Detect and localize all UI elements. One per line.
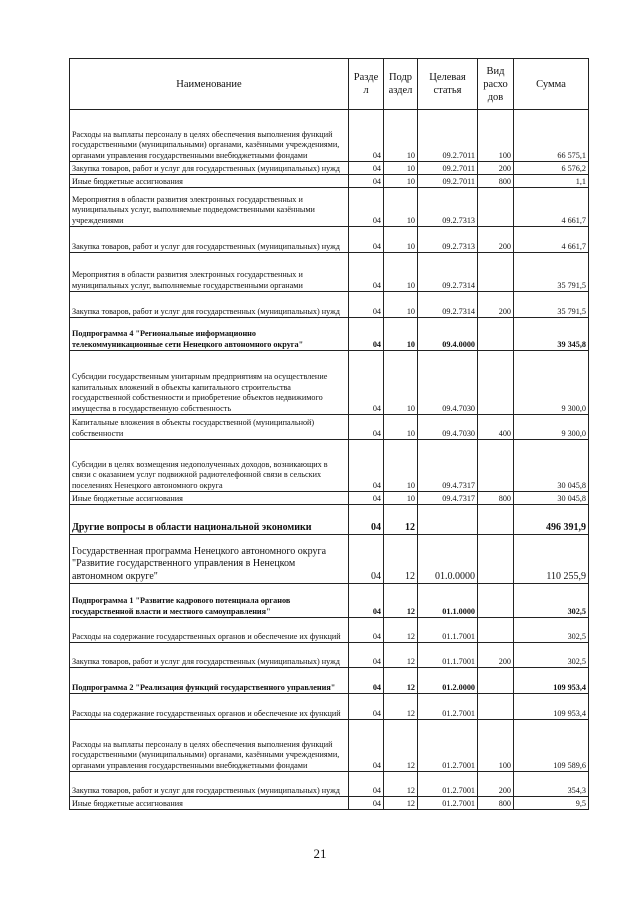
header-sum: Сумма: [514, 59, 589, 110]
cell-target: 01.1.7001: [418, 643, 478, 668]
cell-type: [478, 505, 514, 535]
cell-type: 200: [478, 772, 514, 797]
cell-type: 200: [478, 227, 514, 253]
cell-type: 100: [478, 720, 514, 772]
table-row: [70, 643, 589, 668]
cell-target: 01.1.0000: [418, 584, 478, 618]
cell-type: 800: [478, 492, 514, 505]
cell-subsection: 10: [384, 318, 418, 351]
table-row: [70, 720, 589, 772]
cell-section: 04: [349, 318, 384, 351]
table-row: [70, 162, 589, 175]
cell-sum: 66 575,1: [514, 110, 589, 162]
cell-type: 200: [478, 292, 514, 318]
cell-name: Подпрограмма 1 "Развитие кадрового потенциала органов государственной власти и местного самоуправления": [70, 584, 349, 618]
cell-name: Расходы на выплаты персоналу в целях обеспечения выполнения функций государственными (муниципальными) органами, казёнными учреждениями, органами управления государственными внебюджетными фондами: [70, 110, 349, 162]
cell-type: 100: [478, 110, 514, 162]
cell-subsection: 12: [384, 505, 418, 535]
cell-target: 09.4.7317: [418, 440, 478, 492]
cell-subsection: 12: [384, 535, 418, 584]
cell-target: 01.2.7001: [418, 772, 478, 797]
cell-target: 01.2.7001: [418, 720, 478, 772]
table-row: [70, 535, 589, 584]
cell-subsection: 12: [384, 584, 418, 618]
cell-type: 800: [478, 175, 514, 188]
cell-sum: 302,5: [514, 643, 589, 668]
cell-subsection: 12: [384, 720, 418, 772]
table-row: [70, 318, 589, 351]
header-section: Разде л: [349, 59, 384, 110]
cell-type: 200: [478, 162, 514, 175]
cell-name: Мероприятия в области развития электронных государственных и муниципальных услуг, выполняемые государственными органами: [70, 253, 349, 292]
cell-subsection: 10: [384, 162, 418, 175]
cell-name: Закупка товаров, работ и услуг для государственных (муниципальных) нужд: [70, 227, 349, 253]
table-row: [70, 618, 589, 643]
cell-section: 04: [349, 227, 384, 253]
cell-target: 01.1.7001: [418, 618, 478, 643]
header-type: Вид расхо дов: [478, 59, 514, 110]
table-row: [70, 772, 589, 797]
cell-target: 09.2.7313: [418, 188, 478, 227]
cell-name: Закупка товаров, работ и услуг для государственных (муниципальных) нужд: [70, 162, 349, 175]
cell-subsection: 10: [384, 110, 418, 162]
cell-type: [478, 188, 514, 227]
cell-section: 04: [349, 797, 384, 810]
cell-section: 04: [349, 643, 384, 668]
cell-sum: 30 045,8: [514, 440, 589, 492]
cell-subsection: 10: [384, 292, 418, 318]
cell-section: 04: [349, 440, 384, 492]
cell-name: Государственная программа Ненецкого автономного округа "Развитие государственного управления в Ненецком автономном округе": [70, 535, 349, 584]
cell-section: 04: [349, 772, 384, 797]
cell-type: [478, 318, 514, 351]
cell-subsection: 12: [384, 643, 418, 668]
cell-subsection: 10: [384, 175, 418, 188]
cell-section: 04: [349, 720, 384, 772]
cell-target: 09.4.0000: [418, 318, 478, 351]
cell-type: 200: [478, 643, 514, 668]
cell-target: 09.4.7030: [418, 351, 478, 415]
table-row: [70, 797, 589, 810]
cell-sum: 9 300,0: [514, 351, 589, 415]
cell-sum: 496 391,9: [514, 505, 589, 535]
cell-type: [478, 618, 514, 643]
table-row: [70, 415, 589, 440]
table-row: [70, 292, 589, 318]
cell-name: Иные бюджетные ассигнования: [70, 175, 349, 188]
cell-subsection: 12: [384, 618, 418, 643]
cell-subsection: 12: [384, 797, 418, 810]
cell-sum: 4 661,7: [514, 227, 589, 253]
page-number: 21: [313, 846, 327, 861]
cell-sum: 109 953,4: [514, 694, 589, 720]
cell-subsection: 10: [384, 492, 418, 505]
table-row: [70, 110, 589, 162]
cell-target: 01.0.0000: [418, 535, 478, 584]
cell-subsection: 10: [384, 440, 418, 492]
cell-type: [478, 253, 514, 292]
cell-section: 04: [349, 162, 384, 175]
cell-name: Закупка товаров, работ и услуг для государственных (муниципальных) нужд: [70, 772, 349, 797]
cell-sum: 1,1: [514, 175, 589, 188]
table-row: [70, 175, 589, 188]
cell-sum: 4 661,7: [514, 188, 589, 227]
cell-section: 04: [349, 415, 384, 440]
cell-subsection: 10: [384, 227, 418, 253]
cell-name: Иные бюджетные ассигнования: [70, 492, 349, 505]
table-row: [70, 492, 589, 505]
cell-section: 04: [349, 668, 384, 694]
cell-name: Другие вопросы в области национальной экономики: [70, 505, 349, 535]
cell-sum: 6 576,2: [514, 162, 589, 175]
cell-section: 04: [349, 188, 384, 227]
cell-type: [478, 440, 514, 492]
cell-subsection: 10: [384, 415, 418, 440]
cell-target: 09.2.7011: [418, 162, 478, 175]
cell-section: 04: [349, 535, 384, 584]
cell-sum: 9,5: [514, 797, 589, 810]
cell-type: 800: [478, 797, 514, 810]
cell-subsection: 12: [384, 668, 418, 694]
cell-type: [478, 584, 514, 618]
table-row: [70, 351, 589, 415]
cell-sum: 109 589,6: [514, 720, 589, 772]
cell-section: 04: [349, 110, 384, 162]
cell-target: [418, 505, 478, 535]
table-row: [70, 694, 589, 720]
table-row: [70, 440, 589, 492]
cell-name: Субсидии в целях возмещения недополученных доходов, возникающих в связи с оказанием услуг подвижной радиотелефонной связи в сельских поселениях Ненецкого автономного округа: [70, 440, 349, 492]
cell-sum: 9 300,0: [514, 415, 589, 440]
cell-name: Иные бюджетные ассигнования: [70, 797, 349, 810]
cell-section: 04: [349, 292, 384, 318]
cell-sum: 302,5: [514, 618, 589, 643]
cell-target: 09.2.7314: [418, 292, 478, 318]
cell-type: [478, 535, 514, 584]
cell-type: [478, 668, 514, 694]
table-row: [70, 227, 589, 253]
cell-name: Субсидии государственным унитарным предприятиям на осуществление капитальных вложений в объекты капитального строительства государственной собственности и приобретение объектов недвижимого имущества в государственную собственность: [70, 351, 349, 415]
cell-name: Подпрограмма 4 "Региональные информационно телекоммуникационные сети Ненецкого автономного округа": [70, 318, 349, 351]
cell-name: Мероприятия в области развития электронных государственных и муниципальных услуг, выполняемые подведомственными казёнными учреждениями: [70, 188, 349, 227]
cell-section: 04: [349, 694, 384, 720]
cell-type: [478, 694, 514, 720]
cell-sum: 30 045,8: [514, 492, 589, 505]
cell-target: 09.2.7313: [418, 227, 478, 253]
cell-name: Подпрограмма 2 "Реализация функций государственного управления": [70, 668, 349, 694]
cell-target: 09.2.7011: [418, 175, 478, 188]
table-row: [70, 188, 589, 227]
cell-target: 09.4.7317: [418, 492, 478, 505]
cell-sum: 35 791,5: [514, 292, 589, 318]
cell-target: 09.2.7314: [418, 253, 478, 292]
cell-target: 01.2.0000: [418, 668, 478, 694]
header-target: Целевая статья: [418, 59, 478, 110]
header-row: [70, 59, 589, 110]
cell-subsection: 10: [384, 188, 418, 227]
cell-target: 01.2.7001: [418, 694, 478, 720]
cell-target: 09.4.7030: [418, 415, 478, 440]
cell-section: 04: [349, 351, 384, 415]
budget-table: [69, 58, 589, 810]
table-row: [70, 253, 589, 292]
table-row: [70, 505, 589, 535]
cell-target: 09.2.7011: [418, 110, 478, 162]
cell-section: 04: [349, 584, 384, 618]
cell-type: 400: [478, 415, 514, 440]
cell-sum: 302,5: [514, 584, 589, 618]
cell-name: Закупка товаров, работ и услуг для государственных (муниципальных) нужд: [70, 643, 349, 668]
cell-name: Закупка товаров, работ и услуг для государственных (муниципальных) нужд: [70, 292, 349, 318]
cell-section: 04: [349, 175, 384, 188]
header-name: Наименование: [70, 59, 349, 110]
cell-section: 04: [349, 505, 384, 535]
table-row: [70, 668, 589, 694]
cell-section: 04: [349, 492, 384, 505]
cell-subsection: 12: [384, 694, 418, 720]
table-row: [70, 584, 589, 618]
cell-sum: 35 791,5: [514, 253, 589, 292]
cell-name: Капитальные вложения в объекты государственной (муниципальной) собственности: [70, 415, 349, 440]
cell-subsection: 10: [384, 253, 418, 292]
cell-sum: 110 255,9: [514, 535, 589, 584]
cell-section: 04: [349, 618, 384, 643]
cell-name: Расходы на содержание государственных органов и обеспечение их функций: [70, 694, 349, 720]
cell-sum: 39 345,8: [514, 318, 589, 351]
cell-target: 01.2.7001: [418, 797, 478, 810]
cell-sum: 354,3: [514, 772, 589, 797]
cell-name: Расходы на выплаты персоналу в целях обеспечения выполнения функций государственными (муниципальными) органами, казёнными учреждениями, органами управления государственными внебюджетными фондами: [70, 720, 349, 772]
cell-sum: 109 953,4: [514, 668, 589, 694]
cell-name: Расходы на содержание государственных органов и обеспечение их функций: [70, 618, 349, 643]
cell-subsection: 12: [384, 772, 418, 797]
cell-subsection: 10: [384, 351, 418, 415]
header-subsection: Подр аздел: [384, 59, 418, 110]
cell-type: [478, 351, 514, 415]
cell-section: 04: [349, 253, 384, 292]
